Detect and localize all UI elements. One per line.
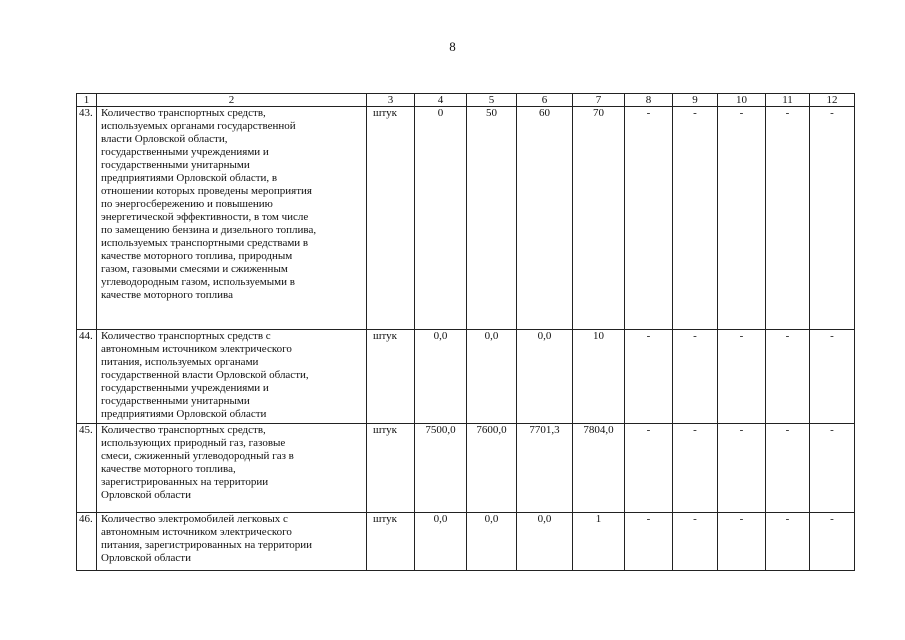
value-cell: 10	[573, 330, 625, 424]
description-line: предприятиями Орловской области, в	[101, 172, 278, 184]
value-cell: -	[673, 513, 718, 571]
value-cell: -	[625, 513, 673, 571]
description-line: Количество электромобилей легковых с	[101, 513, 288, 525]
table-row	[77, 513, 855, 571]
header-cell: 6	[517, 94, 573, 107]
description-line: Количество транспортных средств,	[101, 107, 266, 119]
row-number: 43.	[77, 107, 97, 330]
description-line: предприятиями Орловской области	[101, 408, 267, 420]
value-cell: -	[718, 513, 766, 571]
value-cell: 50	[467, 107, 517, 330]
table-header-row	[77, 94, 855, 107]
value-cell: 7500,0	[415, 424, 467, 513]
header-cell: 12	[810, 94, 855, 107]
description-line: Количество транспортных средств с	[101, 330, 271, 342]
value-cell: 0,0	[415, 513, 467, 571]
description-line: смеси, сжиженный углеводородный газ в	[101, 450, 294, 462]
value-cell: -	[625, 424, 673, 513]
value-cell: -	[718, 424, 766, 513]
description-line: качестве моторного топлива,	[101, 463, 236, 475]
header-cell: 9	[673, 94, 718, 107]
value-cell: 0,0	[415, 330, 467, 424]
header-cell: 3	[367, 94, 415, 107]
page-number: 8	[449, 39, 456, 54]
description-line: по энергосбережению и повышению	[101, 198, 273, 210]
value-cell: -	[810, 330, 855, 424]
value-cell: 60	[517, 107, 573, 330]
value-cell: 70	[573, 107, 625, 330]
row-description	[97, 330, 367, 424]
header-cell: 1	[77, 94, 97, 107]
description-line: углеводородным газом, используемыми в	[101, 276, 295, 288]
value-cell: -	[673, 107, 718, 330]
value-cell: -	[766, 424, 810, 513]
value-cell: -	[766, 513, 810, 571]
header-cell: 11	[766, 94, 810, 107]
value-cell: 0,0	[517, 330, 573, 424]
value-cell: -	[766, 330, 810, 424]
description-line: государственной власти Орловской области,	[101, 369, 309, 381]
value-cell: 0	[415, 107, 467, 330]
description-line: автономным источником электрического	[101, 343, 292, 355]
indicators-table	[76, 93, 855, 571]
header-cell: 2	[97, 94, 367, 107]
description-line: энергетической эффективности, в том числе	[101, 211, 309, 223]
table-row	[77, 107, 855, 330]
unit-cell: штук	[367, 107, 415, 330]
unit-cell: штук	[367, 513, 415, 571]
row-description	[97, 424, 367, 513]
header-cell: 8	[625, 94, 673, 107]
value-cell: 1	[573, 513, 625, 571]
description-line: качестве моторного топлива, природным	[101, 250, 293, 262]
row-description	[97, 107, 367, 330]
description-line: государственными унитарными	[101, 159, 250, 171]
row-description	[97, 513, 367, 571]
value-cell: 7701,3	[517, 424, 573, 513]
description-line: питания, используемых органами	[101, 356, 259, 368]
description-line: использующих природный газ, газовые	[101, 437, 286, 449]
value-cell: 7600,0	[467, 424, 517, 513]
value-cell: -	[625, 107, 673, 330]
value-cell: -	[673, 330, 718, 424]
description-line: Орловской области	[101, 489, 191, 501]
header-cell: 4	[415, 94, 467, 107]
description-line: власти Орловской области,	[101, 133, 228, 145]
unit-cell: штук	[367, 424, 415, 513]
description-line: газом, газовыми смесями и сжиженным	[101, 263, 288, 275]
header-cell: 5	[467, 94, 517, 107]
value-cell: -	[810, 107, 855, 330]
description-line: качестве моторного топлива	[101, 289, 233, 301]
description-line: используемых транспортными средствами в	[101, 237, 309, 249]
description-line: государственными учреждениями и	[101, 382, 269, 394]
description-line: отношении которых проведены мероприятия	[101, 185, 312, 197]
value-cell: 0,0	[467, 330, 517, 424]
value-cell: -	[766, 107, 810, 330]
description-line: зарегистрированных на территории	[101, 476, 269, 488]
value-cell: -	[718, 107, 766, 330]
row-number: 44.	[77, 330, 97, 424]
value-cell: 0,0	[517, 513, 573, 571]
description-line: Количество транспортных средств,	[101, 424, 266, 436]
value-cell: -	[625, 330, 673, 424]
description-line: питания, зарегистрированных на территории	[101, 539, 313, 551]
description-line: по замещению бензина и дизельного топлива,	[101, 224, 317, 236]
description-line: государственными унитарными	[101, 395, 250, 407]
value-cell: 0,0	[467, 513, 517, 571]
description-line: используемых органами государственной	[101, 120, 296, 132]
unit-cell: штук	[367, 330, 415, 424]
header-cell: 10	[718, 94, 766, 107]
description-line: Орловской области	[101, 552, 191, 564]
header-cell: 7	[573, 94, 625, 107]
value-cell: -	[810, 424, 855, 513]
table-row	[77, 330, 855, 424]
value-cell: -	[718, 330, 766, 424]
value-cell: -	[673, 424, 718, 513]
description-line: государственными учреждениями и	[101, 146, 269, 158]
value-cell: -	[810, 513, 855, 571]
row-number: 46.	[77, 513, 97, 571]
row-number: 45.	[77, 424, 97, 513]
value-cell: 7804,0	[573, 424, 625, 513]
description-line: автономным источником электрического	[101, 526, 292, 538]
table-row	[77, 424, 855, 513]
